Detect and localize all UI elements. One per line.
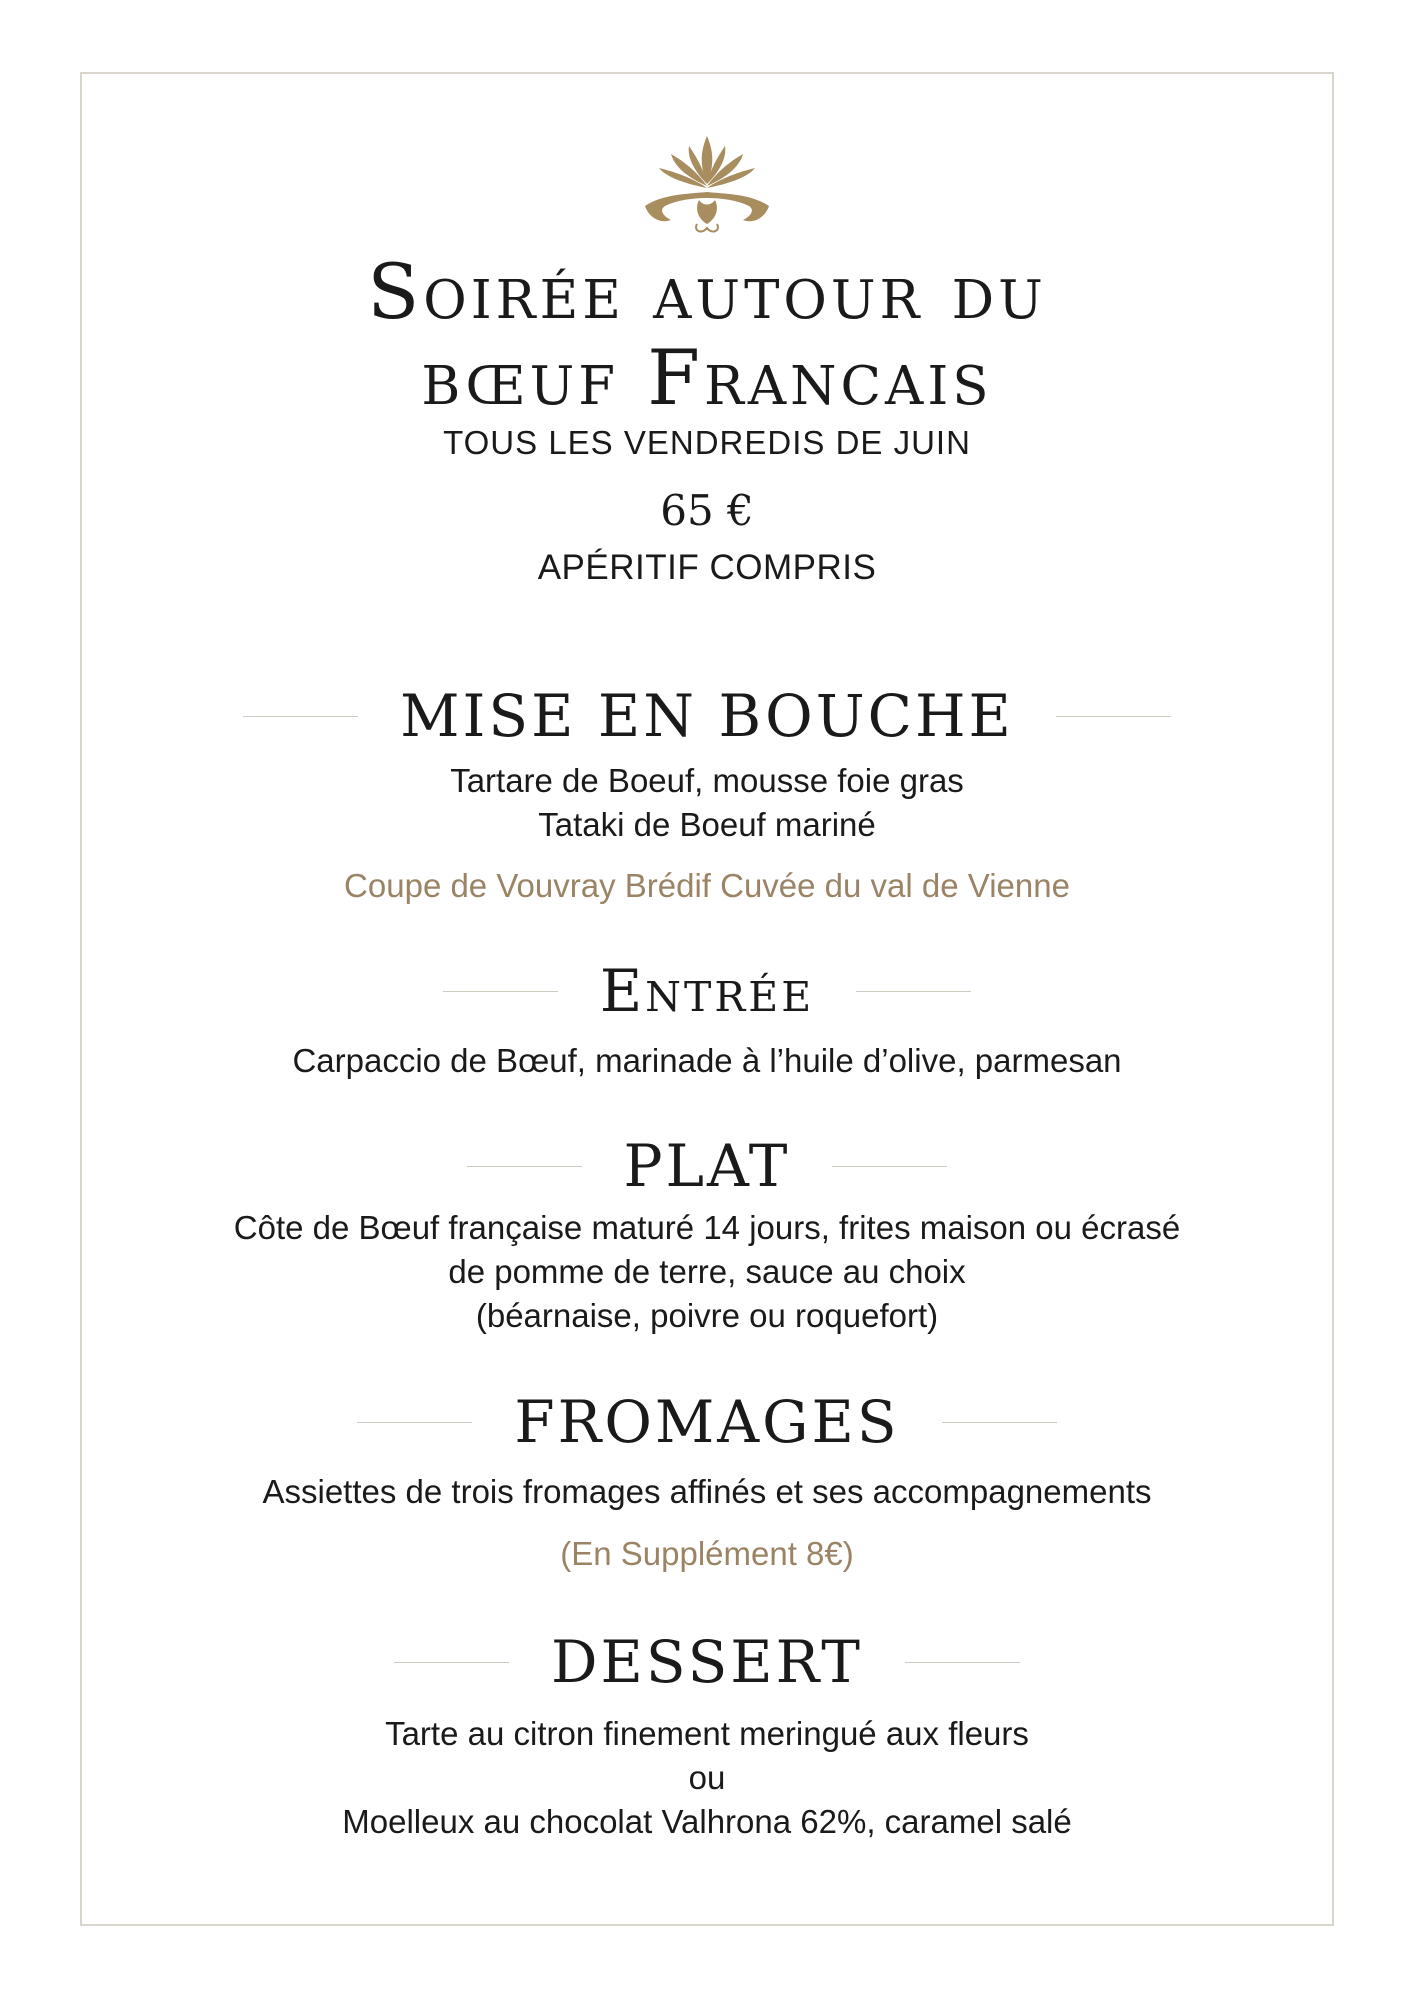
gold-flourish-icon <box>637 128 777 236</box>
menu-item: Assiettes de trois fromages affinés et ses accompagnements <box>262 1473 1152 1510</box>
section-title: FROMAGES <box>514 1388 900 1456</box>
section-heading-mise-en-bouche <box>0 676 1414 756</box>
event-title-line1: Soirée autour du <box>367 247 1047 336</box>
menu-item: (béarnaise, poivre ou roquefort) <box>475 1297 939 1334</box>
divider-right <box>942 1422 1057 1423</box>
menu-item: Moelleux au chocolat Valhrona 62%, caramel salé <box>342 1803 1072 1840</box>
divider-right <box>905 1662 1020 1663</box>
section-heading-entree <box>0 951 1414 1031</box>
wine-pairing: Coupe de Vouvray Brédif Cuvée du val de Vienne <box>344 867 1070 904</box>
divider-right <box>856 991 971 992</box>
menu-item: Tartare de Boeuf, mousse foie gras <box>450 762 964 799</box>
supplement-note: (En Supplément 8€) <box>560 1535 854 1572</box>
section-title: Entrée <box>599 957 815 1025</box>
section-heading-plat <box>0 1126 1414 1206</box>
divider-left <box>243 716 358 717</box>
section-title: MISE EN BOUCHE <box>400 682 1014 750</box>
menu-item: Tataki de Boeuf mariné <box>538 806 876 843</box>
menu-item: Côte de Bœuf française maturé 14 jours, frites maison ou écrasé <box>233 1209 1181 1246</box>
menu-item: Tarte au citron finement meringué aux fleurs <box>385 1715 1029 1752</box>
divider-right <box>1056 716 1171 717</box>
menu-item: Carpaccio de Bœuf, marinade à l’huile d’olive, parmesan <box>292 1042 1122 1079</box>
divider-left <box>467 1166 582 1167</box>
section-heading-fromages <box>0 1382 1414 1462</box>
divider-left <box>394 1662 509 1663</box>
event-title-line2: bœuf Francais <box>421 333 993 422</box>
section-title: PLAT <box>623 1132 791 1200</box>
divider-left <box>357 1422 472 1423</box>
aperitif-note: APÉRITIF COMPRIS <box>537 548 877 587</box>
menu-price: 65 € <box>660 486 754 535</box>
section-title: DESSERT <box>551 1628 863 1696</box>
divider-right <box>832 1166 947 1167</box>
divider-left <box>443 991 558 992</box>
section-heading-dessert <box>0 1622 1414 1702</box>
menu-item: de pomme de terre, sauce au choix <box>448 1253 966 1290</box>
event-subtitle: TOUS LES VENDREDIS DE JUIN <box>443 424 971 461</box>
menu-item-or: ou <box>688 1759 726 1796</box>
